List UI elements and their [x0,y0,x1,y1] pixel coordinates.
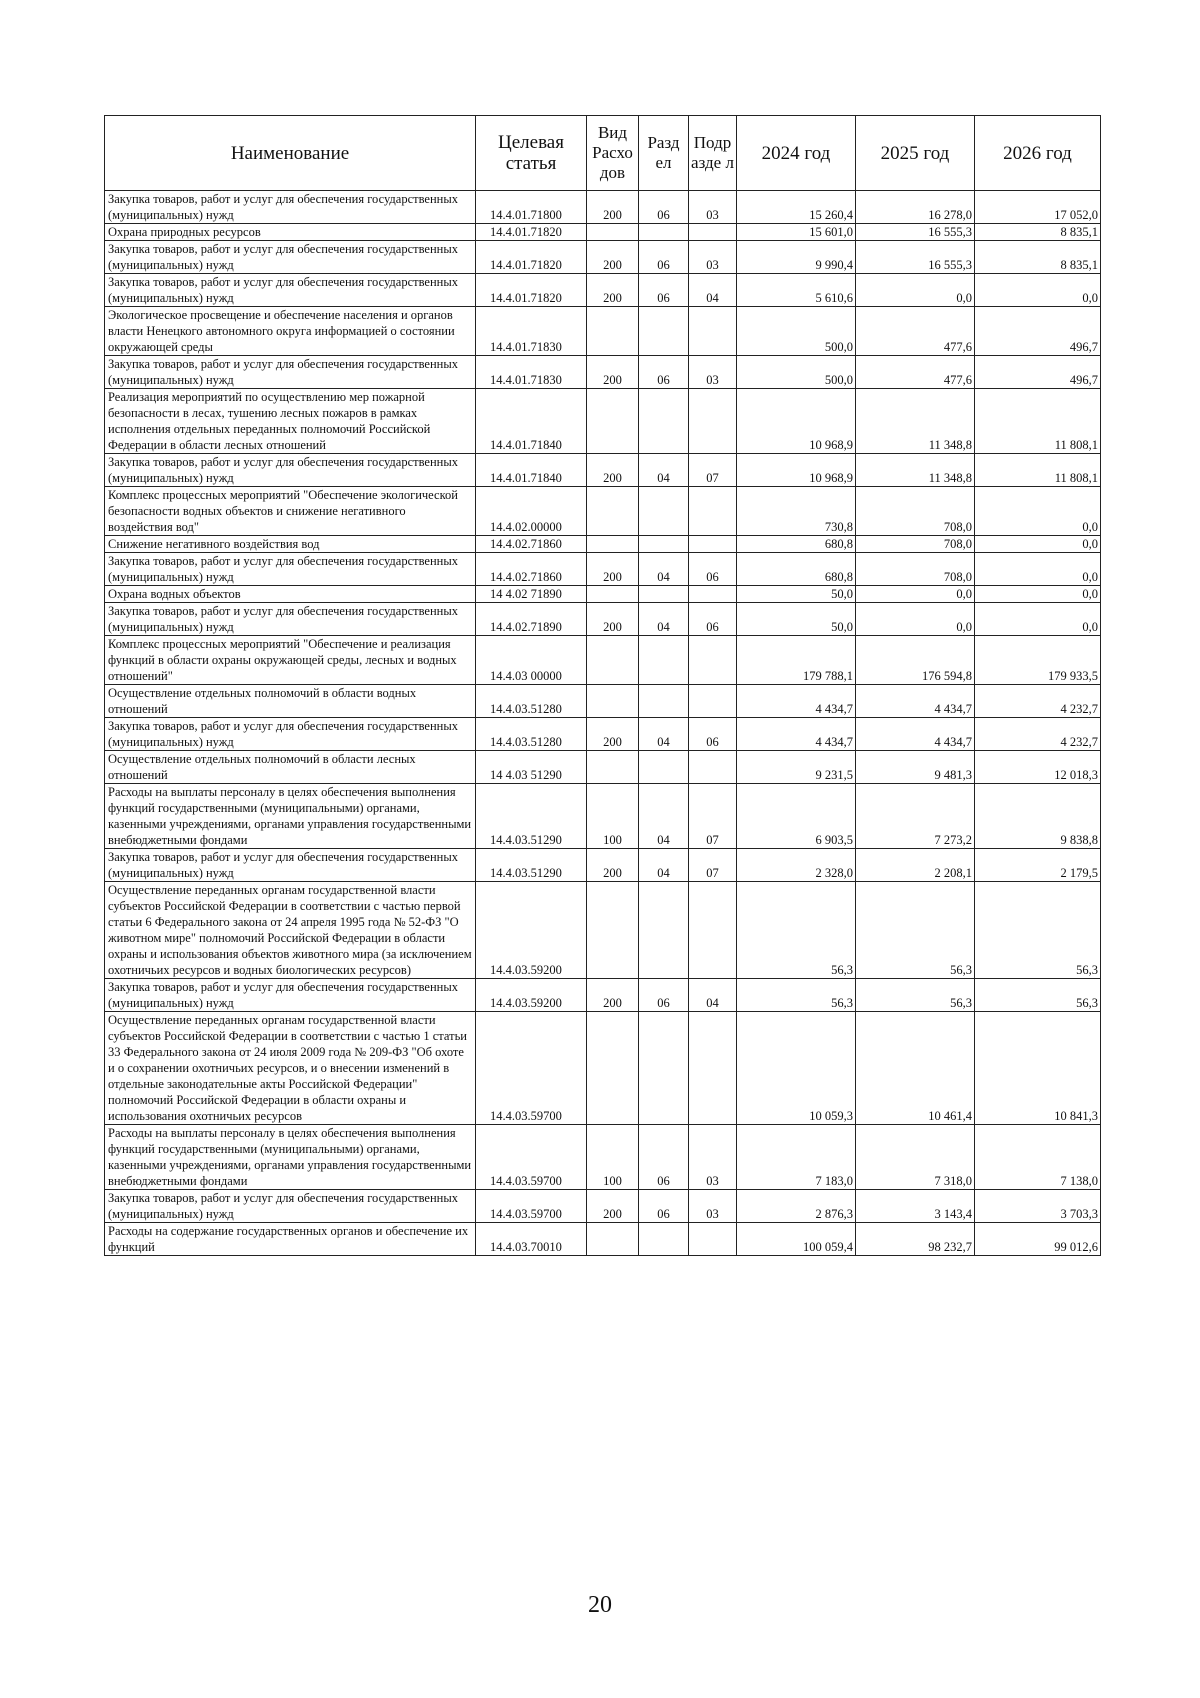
row-target-article-cell: 14.4.01.71820 [476,274,587,307]
row-year-2026-cell: 10 841,3 [975,1012,1101,1125]
row-section-cell [639,685,689,718]
table-row [105,1190,1101,1223]
row-target-article-cell: 14.4.01.71840 [476,389,587,454]
table-row [105,274,1101,307]
row-expense-type-cell: 200 [587,603,639,636]
row-subsection-cell: 03 [689,1190,737,1223]
row-year-2024-cell: 179 788,1 [737,636,856,685]
budget-table-sheet [104,115,1100,1256]
row-year-2026-cell: 11 808,1 [975,454,1101,487]
row-target-article-cell: 14.4.02.00000 [476,487,587,536]
row-year-2025-cell: 16 555,3 [856,241,975,274]
row-name-cell: Закупка товаров, работ и услуг для обеспечения государственных (муниципальных) нужд [105,356,476,389]
row-target-article-cell: 14.4.03 00000 [476,636,587,685]
row-year-2024-cell: 2 876,3 [737,1190,856,1223]
row-target-article-cell: 14.4.03.70010 [476,1223,587,1256]
row-target-article-cell: 14.4.03.51290 [476,849,587,882]
row-target-article-cell: 14.4.03.51290 [476,784,587,849]
row-name-cell: Закупка товаров, работ и услуг для обеспечения государственных (муниципальных) нужд [105,241,476,274]
row-year-2024-cell: 100 059,4 [737,1223,856,1256]
row-subsection-cell: 07 [689,849,737,882]
row-expense-type-cell [587,389,639,454]
row-expense-type-cell [587,536,639,553]
row-expense-type-cell: 200 [587,979,639,1012]
row-year-2025-cell: 708,0 [856,536,975,553]
row-year-2024-cell: 500,0 [737,307,856,356]
row-name-cell: Закупка товаров, работ и услуг для обеспечения государственных (муниципальных) нужд [105,979,476,1012]
row-year-2025-cell: 3 143,4 [856,1190,975,1223]
table-row [105,751,1101,784]
row-year-2024-cell: 15 260,4 [737,191,856,224]
row-section-cell [639,586,689,603]
row-year-2024-cell: 730,8 [737,487,856,536]
row-expense-type-cell: 200 [587,718,639,751]
row-name-cell: Закупка товаров, работ и услуг для обеспечения государственных (муниципальных) нужд [105,1190,476,1223]
row-year-2024-cell: 50,0 [737,603,856,636]
row-expense-type-cell [587,1012,639,1125]
table-row [105,356,1101,389]
row-year-2025-cell: 0,0 [856,274,975,307]
row-subsection-cell [689,751,737,784]
row-subsection-cell: 04 [689,274,737,307]
row-year-2024-cell: 2 328,0 [737,849,856,882]
row-year-2024-cell: 9 231,5 [737,751,856,784]
row-subsection-cell: 03 [689,241,737,274]
row-name-cell: Снижение негативного воздействия вод [105,536,476,553]
row-year-2026-cell: 11 808,1 [975,389,1101,454]
row-target-article-cell: 14.4.03.51280 [476,718,587,751]
row-subsection-cell: 06 [689,718,737,751]
header-section: Разд ел [639,116,689,191]
row-subsection-cell: 07 [689,454,737,487]
row-name-cell: Охрана водных объектов [105,586,476,603]
budget-table [104,115,1101,1256]
row-year-2025-cell: 16 555,3 [856,224,975,241]
row-name-cell: Закупка товаров, работ и услуг для обеспечения государственных (муниципальных) нужд [105,191,476,224]
row-target-article-cell: 14.4.01.71830 [476,356,587,389]
row-year-2026-cell: 8 835,1 [975,241,1101,274]
table-header-row [105,116,1101,191]
row-expense-type-cell: 100 [587,784,639,849]
row-year-2025-cell: 9 481,3 [856,751,975,784]
row-subsection-cell [689,224,737,241]
row-year-2026-cell: 9 838,8 [975,784,1101,849]
page-number: 20 [588,1592,612,1618]
row-year-2026-cell: 12 018,3 [975,751,1101,784]
header-year-2026: 2026 год [975,116,1101,191]
row-year-2024-cell: 56,3 [737,979,856,1012]
row-section-cell [639,487,689,536]
row-subsection-cell [689,636,737,685]
row-year-2025-cell: 11 348,8 [856,454,975,487]
row-target-article-cell: 14.4.03.59200 [476,882,587,979]
row-name-cell: Комплекс процессных мероприятий "Обеспечение экологической безопасности водных объектов и снижение негативного воздействия вод" [105,487,476,536]
row-name-cell: Осуществление переданных органам государственной власти субъектов Российской Федерации в соответствии с частью 1 статьи 33 Федерального закона от 24 июля 2009 года № 209-ФЗ "Об охоте и о сохранении охотничьих ресурсов, и о внесении изменений в отдельные законодательные акты Российской Федерации" полномочий Российской Федерации в области охраны и использования охотничьих ресурсов [105,1012,476,1125]
row-name-cell: Расходы на выплаты персоналу в целях обеспечения выполнения функций государственными (муниципальными) органами, казенными учреждениями, органами управления государственными внебюджетными фондами [105,1125,476,1190]
table-row [105,191,1101,224]
row-target-article-cell: 14.4.01.71800 [476,191,587,224]
row-expense-type-cell [587,685,639,718]
row-name-cell: Закупка товаров, работ и услуг для обеспечения государственных (муниципальных) нужд [105,553,476,586]
row-section-cell [639,751,689,784]
row-expense-type-cell: 200 [587,849,639,882]
row-expense-type-cell: 200 [587,241,639,274]
row-year-2024-cell: 500,0 [737,356,856,389]
row-subsection-cell: 03 [689,191,737,224]
table-row [105,718,1101,751]
header-target-article: Целевая статья [476,116,587,191]
row-expense-type-cell: 200 [587,1190,639,1223]
table-row [105,389,1101,454]
table-row [105,685,1101,718]
row-name-cell: Расходы на содержание государственных органов и обеспечение их функций [105,1223,476,1256]
row-name-cell: Осуществление отдельных полномочий в области водных отношений [105,685,476,718]
table-row [105,979,1101,1012]
header-year-2025: 2025 год [856,116,975,191]
row-year-2026-cell: 496,7 [975,307,1101,356]
row-year-2026-cell: 4 232,7 [975,718,1101,751]
table-row [105,241,1101,274]
row-year-2026-cell: 0,0 [975,586,1101,603]
row-year-2025-cell: 477,6 [856,356,975,389]
row-target-article-cell: 14.4.03.59700 [476,1012,587,1125]
row-year-2026-cell: 7 138,0 [975,1125,1101,1190]
row-year-2026-cell: 0,0 [975,274,1101,307]
row-year-2024-cell: 10 059,3 [737,1012,856,1125]
row-year-2025-cell: 0,0 [856,603,975,636]
row-year-2026-cell: 56,3 [975,979,1101,1012]
row-year-2025-cell: 56,3 [856,882,975,979]
row-subsection-cell [689,487,737,536]
row-year-2024-cell: 50,0 [737,586,856,603]
row-section-cell: 04 [639,849,689,882]
row-year-2024-cell: 7 183,0 [737,1125,856,1190]
table-row [105,636,1101,685]
row-expense-type-cell [587,636,639,685]
header-name: Наименование [105,116,476,191]
row-year-2026-cell: 0,0 [975,487,1101,536]
table-row [105,553,1101,586]
row-subsection-cell: 03 [689,1125,737,1190]
row-expense-type-cell [587,224,639,241]
row-year-2025-cell: 7 273,2 [856,784,975,849]
row-target-article-cell: 14.4.03.59700 [476,1190,587,1223]
row-subsection-cell [689,1012,737,1125]
row-subsection-cell [689,389,737,454]
row-expense-type-cell [587,307,639,356]
row-year-2025-cell: 10 461,4 [856,1012,975,1125]
row-name-cell: Реализация мероприятий по осуществлению мер пожарной безопасности в лесах, тушению лесных пожаров в рамках исполнения отдельных переданных полномочий Российской Федерации в области лесных отношений [105,389,476,454]
row-year-2024-cell: 4 434,7 [737,718,856,751]
row-year-2025-cell: 56,3 [856,979,975,1012]
table-row [105,487,1101,536]
table-row [105,307,1101,356]
row-subsection-cell [689,1223,737,1256]
header-expense-type: Вид Расхо дов [587,116,639,191]
row-expense-type-cell: 200 [587,274,639,307]
row-year-2026-cell: 4 232,7 [975,685,1101,718]
row-year-2026-cell: 3 703,3 [975,1190,1101,1223]
row-name-cell: Осуществление переданных органам государственной власти субъектов Российской Федерации в соответствии с частью первой статьи 6 Федерального закона от 24 апреля 1995 года № 52-ФЗ "О животном мире" полномочий Российской Федерации в области охраны и использования объектов животного мира (за исключением охотничьих ресурсов и водных биологических ресурсов) [105,882,476,979]
row-year-2026-cell: 17 052,0 [975,191,1101,224]
row-year-2024-cell: 6 903,5 [737,784,856,849]
row-section-cell: 06 [639,241,689,274]
row-target-article-cell: 14.4.01.71830 [476,307,587,356]
row-section-cell [639,536,689,553]
row-section-cell: 04 [639,454,689,487]
row-subsection-cell [689,536,737,553]
row-year-2026-cell: 99 012,6 [975,1223,1101,1256]
row-target-article-cell: 14.4.01.71840 [476,454,587,487]
row-section-cell [639,389,689,454]
row-subsection-cell: 07 [689,784,737,849]
row-name-cell: Закупка товаров, работ и услуг для обеспечения государственных (муниципальных) нужд [105,274,476,307]
row-target-article-cell: 14.4.03.59200 [476,979,587,1012]
table-body [105,191,1101,1256]
row-year-2025-cell: 176 594,8 [856,636,975,685]
row-target-article-cell: 14 4.03 51290 [476,751,587,784]
row-expense-type-cell: 200 [587,553,639,586]
row-target-article-cell: 14.4.02.71860 [476,553,587,586]
row-year-2026-cell: 56,3 [975,882,1101,979]
row-year-2026-cell: 2 179,5 [975,849,1101,882]
row-year-2025-cell: 16 278,0 [856,191,975,224]
row-subsection-cell [689,307,737,356]
row-year-2025-cell: 4 434,7 [856,685,975,718]
row-section-cell: 06 [639,1125,689,1190]
header-subsection: Подр азде л [689,116,737,191]
row-section-cell [639,224,689,241]
row-year-2026-cell: 0,0 [975,553,1101,586]
row-section-cell: 04 [639,718,689,751]
row-name-cell: Осуществление отдельных полномочий в области лесных отношений [105,751,476,784]
row-subsection-cell: 06 [689,603,737,636]
row-year-2025-cell: 98 232,7 [856,1223,975,1256]
row-section-cell: 04 [639,603,689,636]
row-subsection-cell [689,586,737,603]
row-year-2024-cell: 4 434,7 [737,685,856,718]
row-section-cell [639,882,689,979]
table-row [105,1125,1101,1190]
table-row [105,849,1101,882]
row-year-2024-cell: 10 968,9 [737,389,856,454]
row-year-2026-cell: 179 933,5 [975,636,1101,685]
row-name-cell: Экологическое просвещение и обеспечение населения и органов власти Ненецкого автономного округа информацией о состоянии окружающей среды [105,307,476,356]
row-target-article-cell: 14.4.03.59700 [476,1125,587,1190]
row-section-cell: 04 [639,553,689,586]
row-expense-type-cell [587,1223,639,1256]
row-target-article-cell: 14.4.01.71820 [476,241,587,274]
row-year-2024-cell: 680,8 [737,536,856,553]
row-year-2025-cell: 2 208,1 [856,849,975,882]
table-row [105,603,1101,636]
row-expense-type-cell [587,487,639,536]
table-row [105,586,1101,603]
row-year-2026-cell: 0,0 [975,603,1101,636]
row-section-cell: 06 [639,979,689,1012]
row-year-2025-cell: 477,6 [856,307,975,356]
table-row [105,882,1101,979]
row-section-cell [639,307,689,356]
row-subsection-cell [689,882,737,979]
row-year-2025-cell: 7 318,0 [856,1125,975,1190]
row-section-cell [639,1012,689,1125]
table-row [105,784,1101,849]
row-name-cell: Комплекс процессных мероприятий "Обеспечение и реализация функций в области охраны окружающей среды, лесных и водных отношений" [105,636,476,685]
row-name-cell: Охрана природных ресурсов [105,224,476,241]
row-year-2026-cell: 496,7 [975,356,1101,389]
row-subsection-cell: 04 [689,979,737,1012]
row-target-article-cell: 14.4.01.71820 [476,224,587,241]
row-target-article-cell: 14.4.03.51280 [476,685,587,718]
table-row [105,1012,1101,1125]
row-target-article-cell: 14.4.02.71860 [476,536,587,553]
row-subsection-cell: 06 [689,553,737,586]
row-expense-type-cell [587,751,639,784]
row-name-cell: Закупка товаров, работ и услуг для обеспечения государственных (муниципальных) нужд [105,718,476,751]
header-year-2024: 2024 год [737,116,856,191]
row-name-cell: Закупка товаров, работ и услуг для обеспечения государственных (муниципальных) нужд [105,849,476,882]
row-expense-type-cell: 200 [587,356,639,389]
table-row [105,224,1101,241]
row-name-cell: Расходы на выплаты персоналу в целях обеспечения выполнения функций государственными (муниципальными) органами, казенными учреждениями, органами управления государственными внебюджетными фондами [105,784,476,849]
row-expense-type-cell: 200 [587,191,639,224]
row-year-2025-cell: 11 348,8 [856,389,975,454]
row-expense-type-cell: 200 [587,454,639,487]
table-row [105,454,1101,487]
row-year-2025-cell: 708,0 [856,553,975,586]
row-year-2024-cell: 5 610,6 [737,274,856,307]
row-year-2025-cell: 0,0 [856,586,975,603]
row-year-2024-cell: 15 601,0 [737,224,856,241]
row-year-2024-cell: 56,3 [737,882,856,979]
row-year-2026-cell: 8 835,1 [975,224,1101,241]
row-section-cell: 06 [639,191,689,224]
row-year-2026-cell: 0,0 [975,536,1101,553]
row-section-cell [639,1223,689,1256]
row-expense-type-cell [587,882,639,979]
row-subsection-cell: 03 [689,356,737,389]
row-expense-type-cell: 100 [587,1125,639,1190]
row-section-cell: 06 [639,356,689,389]
row-year-2024-cell: 680,8 [737,553,856,586]
row-name-cell: Закупка товаров, работ и услуг для обеспечения государственных (муниципальных) нужд [105,603,476,636]
row-expense-type-cell [587,586,639,603]
row-name-cell: Закупка товаров, работ и услуг для обеспечения государственных (муниципальных) нужд [105,454,476,487]
table-row [105,536,1101,553]
row-subsection-cell [689,685,737,718]
row-section-cell: 06 [639,1190,689,1223]
row-year-2024-cell: 9 990,4 [737,241,856,274]
row-year-2025-cell: 708,0 [856,487,975,536]
row-year-2025-cell: 4 434,7 [856,718,975,751]
row-target-article-cell: 14.4.02.71890 [476,603,587,636]
row-year-2024-cell: 10 968,9 [737,454,856,487]
row-section-cell: 06 [639,274,689,307]
table-row [105,1223,1101,1256]
row-section-cell [639,636,689,685]
row-target-article-cell: 14 4.02 71890 [476,586,587,603]
row-section-cell: 04 [639,784,689,849]
